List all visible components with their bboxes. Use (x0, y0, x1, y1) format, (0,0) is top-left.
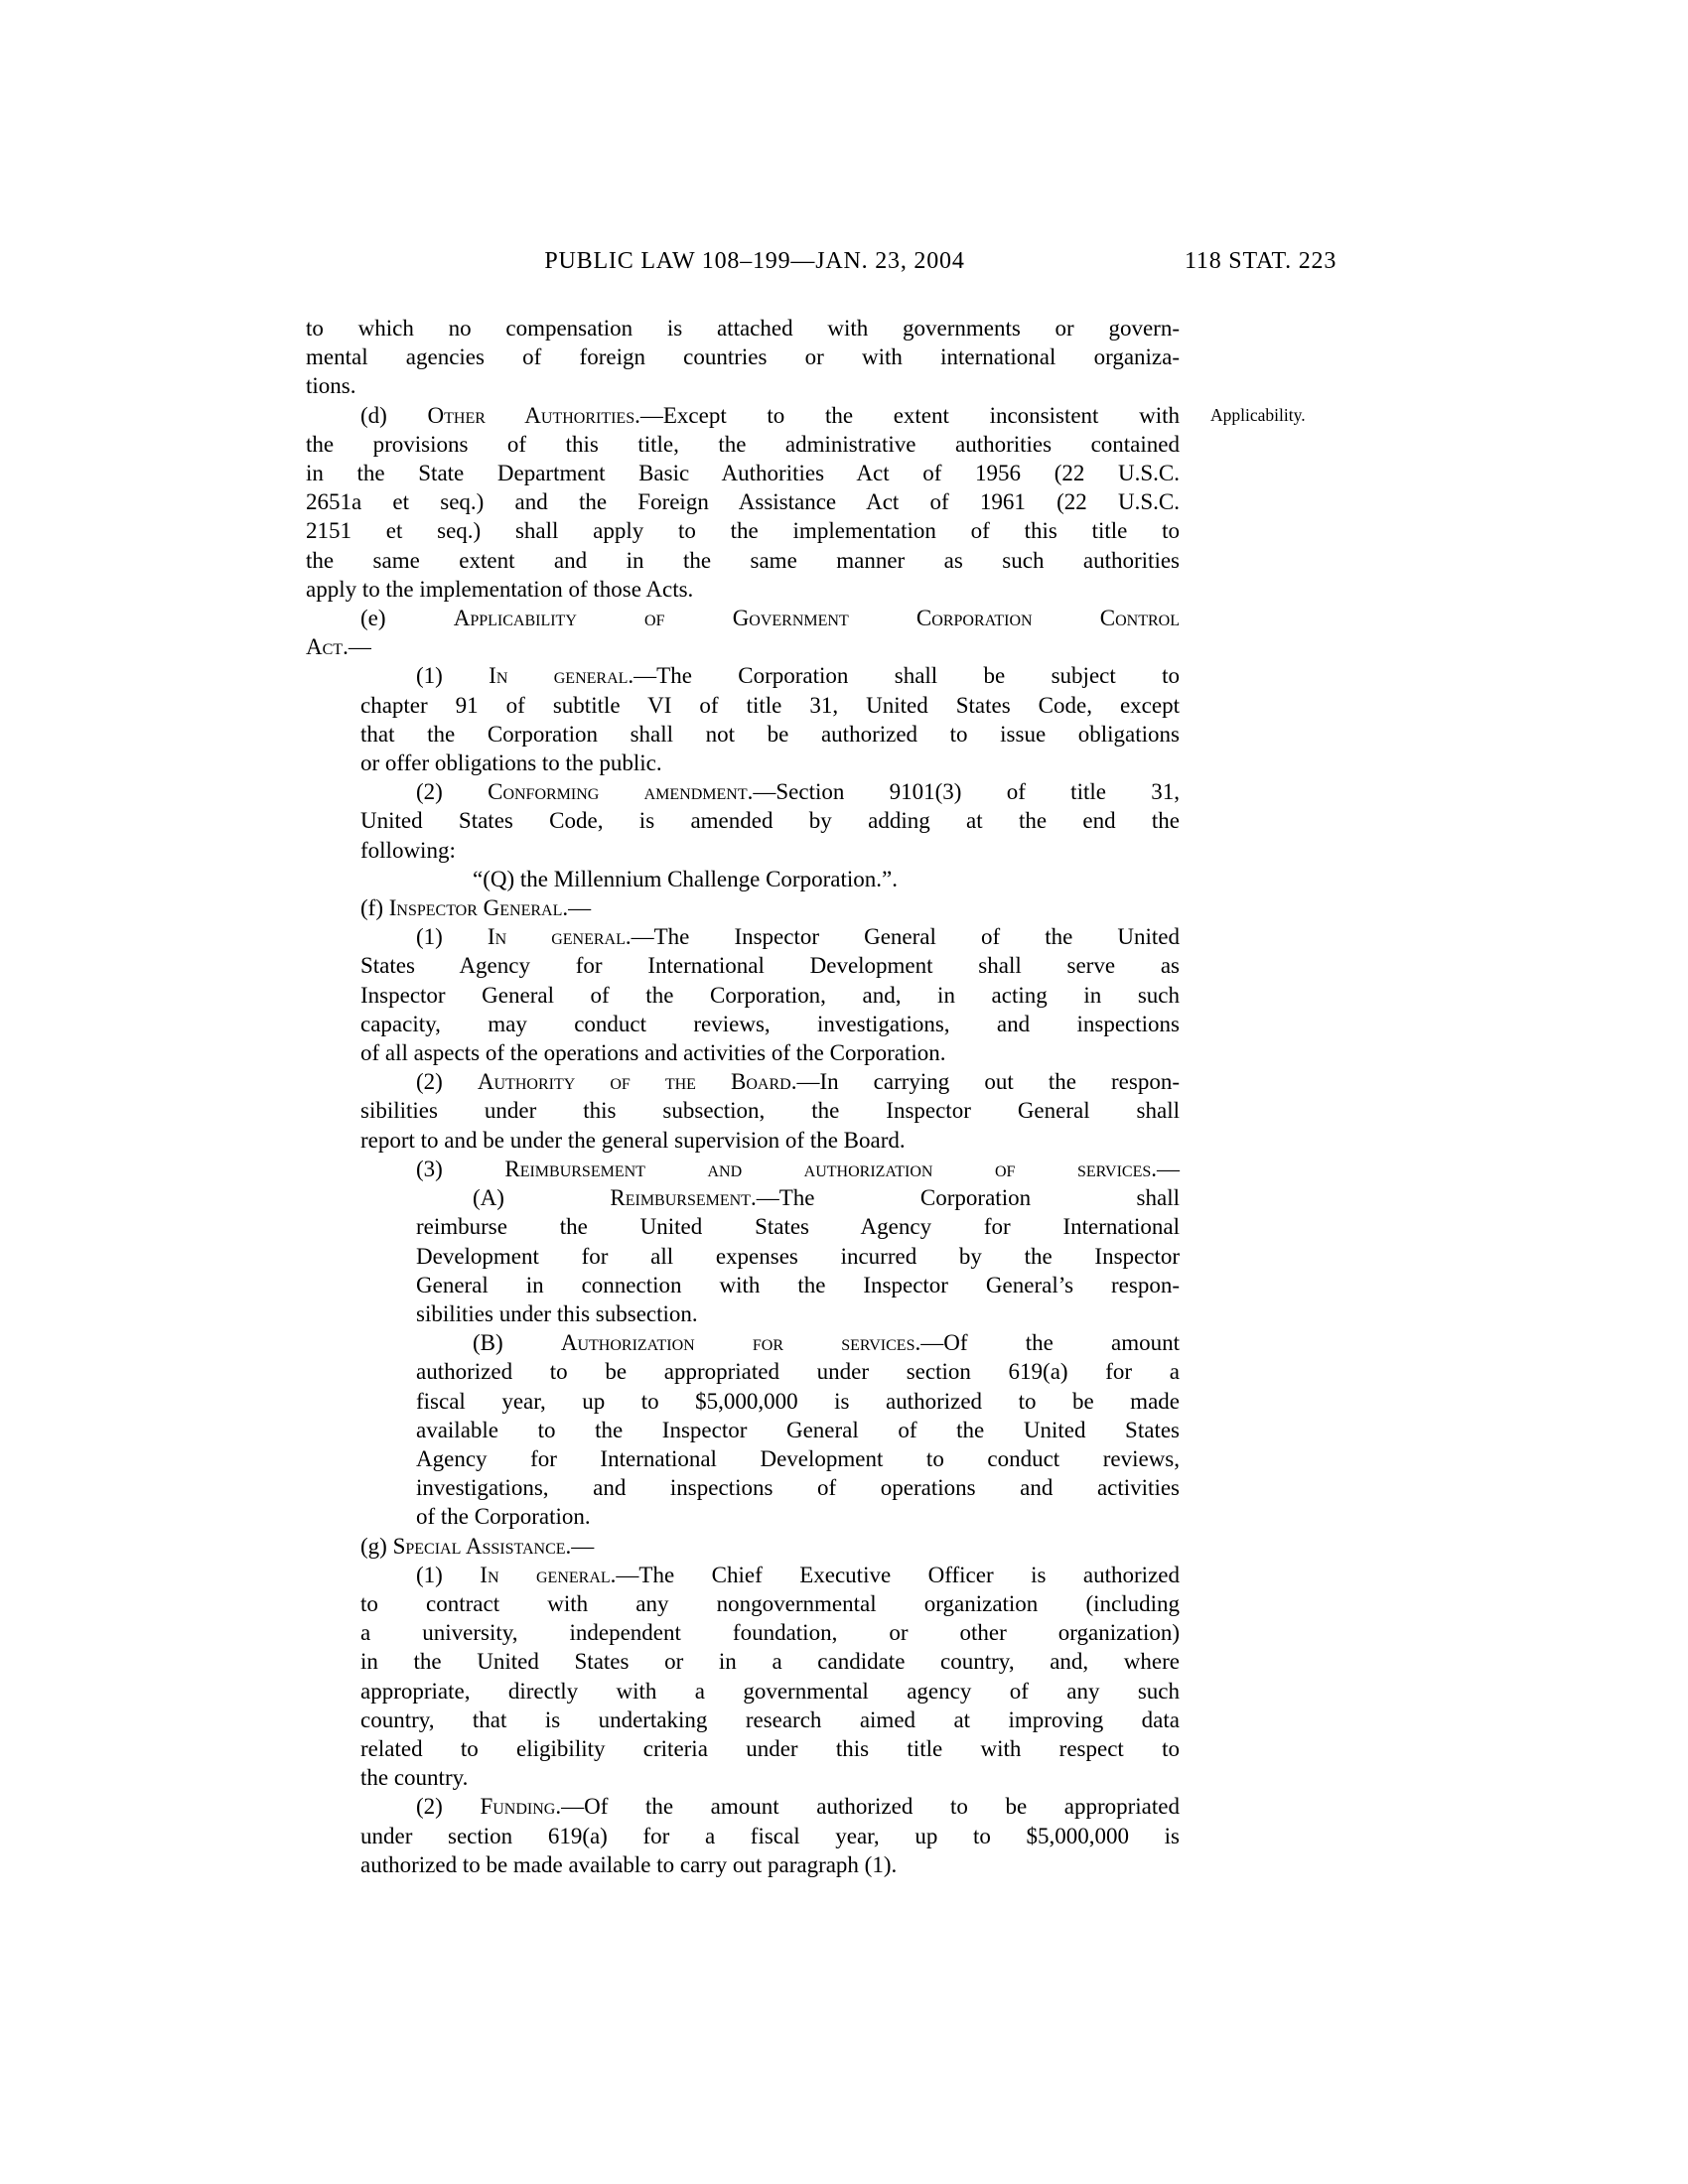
small-caps-heading: Act (306, 634, 344, 660)
text-segment: Agency for International Development to conduct reviews, (416, 1445, 1180, 1471)
small-caps-heading: Other Authorities (427, 402, 635, 428)
text-segment: (d) (360, 402, 428, 428)
text-segment: the provisions of this title, the administrative authorities contained (306, 431, 1180, 457)
text-line (306, 1647, 1180, 1676)
text-line (306, 1618, 1180, 1647)
text-segment: following: (360, 837, 456, 863)
text-line (306, 342, 1180, 371)
text-line (306, 1067, 1180, 1096)
text-segment: country, that is undertaking research aimed at improving data (360, 1706, 1180, 1732)
text-segment: .— (565, 1533, 595, 1559)
text-segment: (2) (416, 1794, 481, 1820)
text-line (306, 516, 1180, 545)
text-line (306, 546, 1180, 575)
text-line (306, 1822, 1180, 1850)
text-line (306, 430, 1180, 459)
text-segment: .—The Corporation shall be subject to (628, 663, 1181, 689)
text-segment: .—Section 9101(3) of title 31, (747, 779, 1180, 805)
text-line (306, 1038, 1180, 1067)
text-line (306, 1155, 1180, 1183)
text-segment: (A) (473, 1185, 611, 1211)
text-segment: under section 619(a) for a fiscal year, up to $5,000,000 is (360, 1823, 1180, 1848)
text-line (306, 1850, 1180, 1879)
text-line (306, 1706, 1180, 1734)
text-segment: Inspector General of the Corporation, and, in acting in such (360, 982, 1180, 1008)
margin-note: Applicability. (1210, 404, 1306, 425)
text-segment: (B) (473, 1330, 561, 1356)
text-line (306, 1357, 1180, 1386)
text-segment: (e) (360, 606, 454, 631)
text-line (306, 1387, 1180, 1416)
stat-page-number: 118 STAT. 223 (1185, 248, 1337, 274)
text-segment: States Agency for International Development shall serve as (360, 953, 1180, 979)
small-caps-heading: Reimbursement and authorization of services (504, 1156, 1152, 1181)
text-line (306, 806, 1180, 835)
text-line (306, 1792, 1180, 1821)
text-segment: that the Corporation shall not be authorized to issue obligations (360, 721, 1180, 747)
text-segment: appropriate, directly with a governmental agency of any such (360, 1678, 1180, 1704)
text-segment: .—Of the amount (914, 1330, 1180, 1356)
running-head (0, 248, 1688, 278)
text-line (306, 1328, 1180, 1357)
body-text (306, 314, 1306, 1879)
text-segment: or offer obligations to the public. (360, 751, 662, 776)
text-segment: sibilities under this subsection, the Inspector General shall (360, 1098, 1180, 1124)
text-line (306, 720, 1180, 749)
text-segment: to which no compensation is attached with governments or govern- (306, 316, 1180, 341)
small-caps-heading: Authority of the Board (477, 1069, 791, 1095)
text-line (306, 661, 1180, 690)
text-segment: .—The Chief Executive Officer is authorized (610, 1562, 1180, 1587)
text-line (306, 922, 1180, 951)
text-segment: 2151 et seq.) shall apply to the implementation of this title to (306, 518, 1180, 544)
text-segment: (2) (416, 779, 489, 805)
text-segment: .— (562, 895, 592, 921)
text-segment: in the State Department Basic Authorities Act of 1956 (22 U.S.C. (306, 461, 1180, 486)
text-segment: the country. (360, 1765, 469, 1791)
text-line (306, 314, 1180, 342)
small-caps-heading: Reimbursement (610, 1185, 751, 1211)
law-title: PUBLIC LAW 108–199—JAN. 23, 2004 (544, 248, 965, 274)
text-line (306, 1242, 1180, 1271)
text-segment: in the United States or in a candidate country, and, where (360, 1649, 1180, 1675)
text-segment: (f) (360, 895, 389, 921)
text-segment: related to eligibility criteria under this title with respect to (360, 1735, 1180, 1761)
text-segment: tions. (306, 373, 356, 399)
text-segment: General in connection with the Inspector General’s respon- (416, 1272, 1180, 1297)
text-segment: of the Corporation. (416, 1504, 591, 1530)
text-segment: report to and be under the general supervision of the Board. (360, 1127, 906, 1153)
text-segment: available to the Inspector General of the United States (416, 1417, 1180, 1442)
text-line (306, 487, 1180, 516)
text-line (306, 1532, 1180, 1561)
small-caps-heading: Special Assistance (392, 1533, 566, 1559)
text-line (306, 691, 1180, 720)
text-line (306, 749, 1180, 777)
text-segment: a university, independent foundation, or other organization) (360, 1620, 1180, 1646)
small-caps-heading: In general (480, 1562, 611, 1587)
text-line (306, 371, 1180, 400)
text-line (306, 1561, 1180, 1589)
text-segment: .—The Inspector General of the United (625, 924, 1180, 950)
text-line (306, 777, 1180, 806)
text-segment: the same extent and in the same manner as such authorities (306, 547, 1180, 573)
text-segment: (3) (416, 1156, 505, 1181)
small-caps-heading: Funding (480, 1794, 556, 1820)
text-segment: (1) (416, 1562, 481, 1587)
text-line (306, 632, 1180, 661)
text-segment: 2651a et seq.) and the Foreign Assistance Act of 1961 (22 U.S.C. (306, 489, 1180, 515)
text-line (306, 1212, 1180, 1241)
text-line (306, 604, 1180, 632)
text-line (306, 893, 1180, 922)
text-segment: fiscal year, up to $5,000,000 is authorized to be made (416, 1388, 1180, 1414)
small-caps-heading: Authorization for services (560, 1330, 915, 1356)
text-segment: .—Except to the extent inconsistent with (634, 402, 1181, 428)
text-segment: (g) (360, 1533, 393, 1559)
text-segment: .— (343, 634, 371, 660)
text-segment: authorized to be appropriated under section 619(a) for a (416, 1359, 1180, 1385)
text-segment: reimburse the United States Agency for International (416, 1214, 1180, 1240)
text-line (306, 1473, 1180, 1502)
text-line (306, 981, 1180, 1010)
text-segment: .—In carrying out the respon- (790, 1069, 1180, 1095)
text-line (306, 1299, 1180, 1328)
text-line (306, 1096, 1180, 1125)
text-segment: (1) (416, 924, 488, 950)
text-segment: (1) (416, 663, 490, 689)
text-segment: of all aspects of the operations and activities of the Corporation. (360, 1040, 946, 1066)
text-line (306, 1763, 1180, 1792)
text-segment: mental agencies of foreign countries or with international organiza- (306, 344, 1180, 370)
text-line (306, 1734, 1180, 1763)
small-caps-heading: Inspector General (388, 895, 563, 921)
text-line (306, 1677, 1180, 1706)
text-line (306, 1589, 1180, 1618)
small-caps-heading: Applicability of Government Corporation Control (453, 606, 1181, 631)
text-line (306, 836, 1180, 865)
text-segment: authorized to be made available to carry out paragraph (1). (360, 1851, 898, 1877)
text-line (306, 951, 1180, 980)
text-line (306, 1416, 1180, 1444)
text-line (306, 865, 1180, 893)
text-line (306, 1010, 1180, 1038)
text-line (306, 401, 1306, 430)
text-segment: (2) (416, 1069, 478, 1095)
text-line (306, 1502, 1180, 1531)
text-line (306, 1183, 1180, 1212)
text-segment: “(Q) the Millennium Challenge Corporation.”. (473, 866, 898, 891)
text-line (306, 459, 1180, 487)
text-segment: .—The Corporation shall (750, 1185, 1180, 1211)
text-segment: Development for all expenses incurred by the Inspector (416, 1243, 1180, 1269)
text-segment: .—Of the amount authorized to be appropriated (555, 1794, 1180, 1820)
text-segment: chapter 91 of subtitle VI of title 31, United States Code, except (360, 692, 1180, 718)
text-line (306, 1126, 1180, 1155)
small-caps-heading: Conforming amendment (488, 779, 748, 805)
text-segment: capacity, may conduct reviews, investigations, and inspections (360, 1011, 1180, 1036)
text-segment: United States Code, is amended by adding at the end the (360, 808, 1180, 834)
text-line (306, 575, 1180, 604)
text-segment: sibilities under this subsection. (416, 1300, 698, 1326)
text-segment: .— (1151, 1156, 1180, 1181)
text-line (306, 1444, 1180, 1473)
text-line (306, 1271, 1180, 1299)
small-caps-heading: In general (487, 924, 626, 950)
small-caps-heading: In general (489, 663, 629, 689)
text-segment: investigations, and inspections of operations and activities (416, 1475, 1180, 1501)
text-segment: apply to the implementation of those Acts. (306, 576, 694, 602)
text-segment: to contract with any nongovernmental organization (including (360, 1590, 1180, 1616)
